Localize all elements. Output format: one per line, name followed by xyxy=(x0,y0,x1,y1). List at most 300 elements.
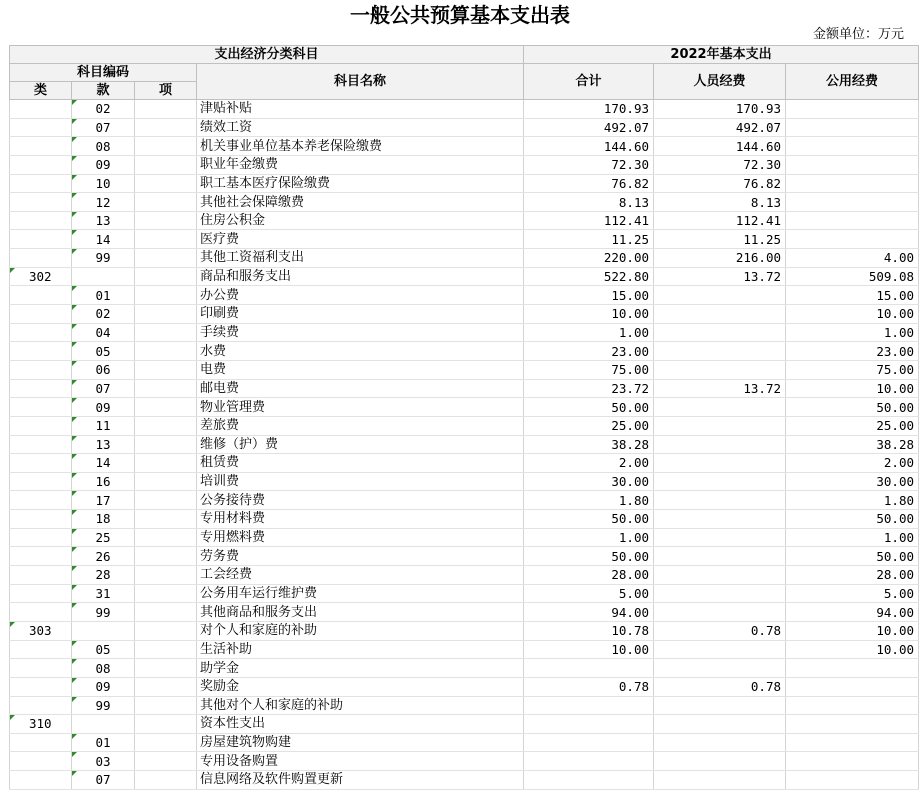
cell-subject-name-text: 信息网络及软件购置更新 xyxy=(200,772,344,788)
cell-public xyxy=(786,342,919,361)
cell-total-text: 94.00 xyxy=(611,604,650,620)
cell-xiang xyxy=(135,267,197,286)
cell-marker-icon xyxy=(72,547,77,552)
cell-kuan-text: 25 xyxy=(95,530,111,546)
table-row[interactable] xyxy=(10,659,919,678)
cell-total xyxy=(524,416,654,435)
cell-xiang xyxy=(135,174,197,193)
cell-xiang xyxy=(135,379,197,398)
cell-kuan xyxy=(72,752,135,771)
cell-personnel xyxy=(654,230,786,249)
table-row[interactable] xyxy=(10,621,919,640)
cell-subject-name-text: 其他社会保障缴费 xyxy=(200,194,305,210)
cell-lei xyxy=(10,547,72,566)
cell-kuan xyxy=(72,472,135,491)
cell-public xyxy=(786,528,919,547)
cell-public xyxy=(786,230,919,249)
cell-total xyxy=(524,528,654,547)
cell-kuan-text: 01 xyxy=(95,287,111,303)
cell-kuan xyxy=(72,733,135,752)
cell-lei xyxy=(10,696,72,715)
cell-subject-name-text: 公务接待费 xyxy=(200,492,266,508)
table-row[interactable] xyxy=(10,771,919,790)
cell-marker-icon xyxy=(10,715,15,720)
cell-total xyxy=(524,249,654,268)
cell-personnel xyxy=(654,733,786,752)
cell-subject-name xyxy=(197,342,524,361)
cell-personnel xyxy=(654,491,786,510)
table-row[interactable] xyxy=(10,379,919,398)
cell-personnel xyxy=(654,193,786,212)
cell-subject-name xyxy=(197,771,524,790)
cell-total xyxy=(524,305,654,324)
cell-total xyxy=(524,659,654,678)
cell-kuan xyxy=(72,398,135,417)
table-row[interactable] xyxy=(10,603,919,622)
cell-lei xyxy=(10,193,72,212)
cell-xiang xyxy=(135,547,197,566)
cell-subject-name xyxy=(197,584,524,603)
cell-public-text: 4.00 xyxy=(883,250,915,266)
cell-xiang xyxy=(135,360,197,379)
cell-kuan-text: 99 xyxy=(95,697,111,713)
cell-subject-name-text: 专用燃料费 xyxy=(200,530,266,546)
cell-lei xyxy=(10,174,72,193)
cell-total-text: 76.82 xyxy=(611,175,650,191)
table-row[interactable] xyxy=(10,472,919,491)
header-economic-classification: 支出经济分类科目 xyxy=(10,46,524,64)
cell-personnel xyxy=(654,566,786,585)
cell-subject-name xyxy=(197,155,524,174)
cell-kuan xyxy=(72,566,135,585)
table-row[interactable] xyxy=(10,435,919,454)
cell-lei-text: 302 xyxy=(29,269,52,285)
cell-subject-name-text: 邮电费 xyxy=(200,380,240,396)
cell-subject-name-text: 物业管理费 xyxy=(200,399,266,415)
cell-public xyxy=(786,193,919,212)
cell-kuan xyxy=(72,491,135,510)
cell-subject-name-text: 对个人和家庭的补助 xyxy=(200,623,318,639)
cell-subject-name xyxy=(197,435,524,454)
cell-lei xyxy=(10,267,72,286)
cell-total xyxy=(524,640,654,659)
cell-subject-name xyxy=(197,621,524,640)
cell-kuan-text: 08 xyxy=(95,138,111,154)
cell-personnel xyxy=(654,584,786,603)
cell-xiang xyxy=(135,435,197,454)
cell-personnel xyxy=(654,510,786,529)
cell-personnel xyxy=(654,696,786,715)
cell-marker-icon xyxy=(72,361,77,366)
cell-total-text: 1.80 xyxy=(618,492,650,508)
cell-lei xyxy=(10,715,72,734)
cell-kuan xyxy=(72,211,135,230)
table-row[interactable] xyxy=(10,286,919,305)
cell-kuan xyxy=(72,715,135,734)
cell-xiang xyxy=(135,640,197,659)
cell-personnel xyxy=(654,659,786,678)
table-row[interactable] xyxy=(10,342,919,361)
cell-public-text: 10.00 xyxy=(876,641,915,657)
cell-kuan-text: 16 xyxy=(95,474,111,490)
cell-kuan-text: 09 xyxy=(95,679,111,695)
table-row[interactable] xyxy=(10,677,919,696)
table-row[interactable] xyxy=(10,584,919,603)
cell-personnel xyxy=(654,398,786,417)
cell-kuan xyxy=(72,621,135,640)
cell-personnel xyxy=(654,305,786,324)
budget-table xyxy=(9,45,919,790)
cell-total xyxy=(524,547,654,566)
cell-lei xyxy=(10,491,72,510)
cell-total xyxy=(524,360,654,379)
table-row[interactable] xyxy=(10,733,919,752)
cell-personnel-text: 0.78 xyxy=(750,679,782,695)
cell-total-text: 1.00 xyxy=(618,325,650,340)
cell-marker-icon xyxy=(72,603,77,608)
cell-subject-name xyxy=(197,305,524,324)
cell-lei xyxy=(10,155,72,174)
cell-subject-name xyxy=(197,286,524,305)
cell-lei xyxy=(10,398,72,417)
cell-personnel-text: 8.13 xyxy=(750,194,782,210)
cell-public xyxy=(786,137,919,156)
cell-kuan xyxy=(72,696,135,715)
table-row[interactable] xyxy=(10,249,919,268)
cell-subject-name xyxy=(197,249,524,268)
cell-kuan-text: 03 xyxy=(95,753,111,769)
cell-xiang xyxy=(135,305,197,324)
cell-total xyxy=(524,230,654,249)
cell-subject-name-text: 职工基本医疗保险缴费 xyxy=(200,175,331,191)
cell-subject-name-text: 维修（护）费 xyxy=(200,436,279,452)
table-row[interactable] xyxy=(10,360,919,379)
cell-total-text: 25.00 xyxy=(611,418,650,434)
cell-marker-icon xyxy=(72,398,77,403)
cell-kuan xyxy=(72,771,135,790)
page-title: 一般公共预算基本支出表 xyxy=(350,3,570,27)
cell-lei xyxy=(10,137,72,156)
cell-public xyxy=(786,491,919,510)
table-row[interactable] xyxy=(10,155,919,174)
cell-total xyxy=(524,174,654,193)
cell-xiang xyxy=(135,510,197,529)
table-row[interactable] xyxy=(10,752,919,771)
cell-kuan xyxy=(72,547,135,566)
table-row[interactable] xyxy=(10,174,919,193)
cell-marker-icon xyxy=(72,678,77,683)
cell-kuan-text: 13 xyxy=(95,213,111,229)
cell-subject-name xyxy=(197,398,524,417)
cell-xiang xyxy=(135,155,197,174)
cell-personnel-text: 112.41 xyxy=(735,213,782,229)
cell-total xyxy=(524,435,654,454)
cell-kuan-text: 05 xyxy=(95,343,111,359)
cell-subject-name xyxy=(197,118,524,137)
cell-marker-icon xyxy=(72,417,77,422)
cell-kuan-text: 06 xyxy=(95,362,111,378)
cell-total-text: 2.00 xyxy=(618,455,650,471)
table-row[interactable] xyxy=(10,528,919,547)
cell-personnel-text: 11.25 xyxy=(743,231,782,247)
cell-marker-icon xyxy=(72,324,77,329)
cell-subject-name xyxy=(197,659,524,678)
cell-kuan-text: 17 xyxy=(95,492,111,508)
cell-personnel-text: 13.72 xyxy=(743,269,782,285)
table-row[interactable] xyxy=(10,193,919,212)
cell-subject-name-text: 其他对个人和家庭的补助 xyxy=(200,697,344,713)
cell-personnel xyxy=(654,472,786,491)
cell-subject-name-text: 手续费 xyxy=(200,325,240,340)
cell-kuan xyxy=(72,155,135,174)
cell-total xyxy=(524,193,654,212)
cell-total xyxy=(524,621,654,640)
cell-public xyxy=(786,379,919,398)
cell-personnel xyxy=(654,360,786,379)
cell-public xyxy=(786,360,919,379)
cell-public-text: 509.08 xyxy=(868,269,915,285)
cell-kuan xyxy=(72,510,135,529)
cell-marker-icon xyxy=(72,305,77,310)
table-row[interactable] xyxy=(10,491,919,510)
cell-lei xyxy=(10,342,72,361)
cell-subject-name xyxy=(197,323,524,342)
cell-marker-icon xyxy=(72,436,77,441)
table-row[interactable] xyxy=(10,510,919,529)
cell-lei xyxy=(10,286,72,305)
cell-total xyxy=(524,696,654,715)
cell-marker-icon xyxy=(72,641,77,646)
cell-kuan-text: 07 xyxy=(95,380,111,396)
cell-subject-name xyxy=(197,733,524,752)
table-row[interactable] xyxy=(10,715,919,734)
cell-subject-name-text: 租赁费 xyxy=(200,455,240,471)
cell-subject-name xyxy=(197,491,524,510)
cell-public xyxy=(786,621,919,640)
cell-subject-name-text: 住房公积金 xyxy=(200,213,266,229)
table-row[interactable] xyxy=(10,566,919,585)
cell-lei xyxy=(10,677,72,696)
cell-subject-name-text: 差旅费 xyxy=(200,418,240,434)
table-row[interactable] xyxy=(10,398,919,417)
table-row[interactable] xyxy=(10,696,919,715)
cell-kuan-text: 13 xyxy=(95,436,111,452)
cell-kuan-text: 14 xyxy=(95,455,111,471)
cell-total xyxy=(524,267,654,286)
cell-xiang xyxy=(135,323,197,342)
cell-kuan xyxy=(72,174,135,193)
cell-total-text: 30.00 xyxy=(611,474,650,490)
cell-subject-name xyxy=(197,416,524,435)
cell-personnel xyxy=(654,603,786,622)
cell-xiang xyxy=(135,603,197,622)
cell-public xyxy=(786,323,919,342)
table-row[interactable] xyxy=(10,305,919,324)
cell-xiang xyxy=(135,771,197,790)
cell-kuan xyxy=(72,379,135,398)
cell-xiang xyxy=(135,454,197,473)
cell-total xyxy=(524,472,654,491)
cell-lei xyxy=(10,528,72,547)
table-row[interactable] xyxy=(10,454,919,473)
cell-xiang xyxy=(135,100,197,119)
cell-public xyxy=(786,696,919,715)
cell-public xyxy=(786,454,919,473)
cell-kuan-text: 10 xyxy=(95,175,111,191)
cell-kuan-text: 05 xyxy=(95,641,111,657)
cell-total-text: 50.00 xyxy=(611,399,650,415)
cell-public xyxy=(786,472,919,491)
cell-total-text: 220.00 xyxy=(603,250,650,266)
cell-xiang xyxy=(135,566,197,585)
cell-marker-icon xyxy=(72,175,77,180)
table-row[interactable] xyxy=(10,323,919,342)
cell-total-text: 522.80 xyxy=(603,269,650,285)
cell-kuan xyxy=(72,360,135,379)
cell-public xyxy=(786,416,919,435)
cell-subject-name-text: 培训费 xyxy=(200,474,240,490)
cell-personnel xyxy=(654,211,786,230)
table-row[interactable] xyxy=(10,416,919,435)
cell-personnel xyxy=(654,435,786,454)
cell-marker-icon xyxy=(72,529,77,534)
cell-subject-name-text: 奖励金 xyxy=(200,679,240,695)
cell-xiang xyxy=(135,584,197,603)
cell-total-text: 492.07 xyxy=(603,119,650,135)
cell-marker-icon xyxy=(72,380,77,385)
cell-xiang xyxy=(135,230,197,249)
cell-public xyxy=(786,249,919,268)
cell-subject-name xyxy=(197,640,524,659)
cell-marker-icon xyxy=(72,156,77,161)
cell-total xyxy=(524,715,654,734)
cell-total xyxy=(524,491,654,510)
cell-subject-name xyxy=(197,528,524,547)
cell-total-text: 0.78 xyxy=(618,679,650,695)
cell-lei xyxy=(10,621,72,640)
cell-personnel-text: 13.72 xyxy=(743,380,782,396)
cell-public xyxy=(786,566,919,585)
cell-marker-icon xyxy=(72,752,77,757)
header-kuan: 款 xyxy=(72,82,135,100)
table-row[interactable] xyxy=(10,547,919,566)
cell-personnel-text: 170.93 xyxy=(735,101,782,117)
cell-subject-name xyxy=(197,547,524,566)
cell-public-text: 15.00 xyxy=(876,287,915,303)
cell-lei xyxy=(10,360,72,379)
cell-kuan-text: 01 xyxy=(95,735,111,751)
cell-subject-name xyxy=(197,752,524,771)
cell-total xyxy=(524,566,654,585)
cell-public-text: 23.00 xyxy=(876,343,915,359)
cell-kuan xyxy=(72,118,135,137)
cell-subject-name-text: 助学金 xyxy=(200,660,240,676)
cell-personnel-text: 144.60 xyxy=(735,138,782,154)
cell-total-text: 28.00 xyxy=(611,567,650,583)
cell-public-text: 10.00 xyxy=(876,380,915,396)
cell-public xyxy=(786,659,919,678)
header-personnel-expenses: 人员经费 xyxy=(654,64,786,100)
cell-subject-name-text: 专用设备购置 xyxy=(200,753,279,769)
cell-total-text: 170.93 xyxy=(603,101,650,117)
cell-subject-name xyxy=(197,715,524,734)
cell-subject-name xyxy=(197,137,524,156)
cell-lei xyxy=(10,249,72,268)
cell-total-text: 15.00 xyxy=(611,287,650,303)
cell-lei xyxy=(10,118,72,137)
cell-total-text: 10.00 xyxy=(611,306,650,322)
cell-lei xyxy=(10,323,72,342)
cell-total-text: 38.28 xyxy=(611,436,650,452)
cell-subject-name-text: 生活补助 xyxy=(200,641,253,657)
cell-kuan-text: 12 xyxy=(95,194,111,210)
cell-kuan-text: 02 xyxy=(95,101,111,117)
cell-public xyxy=(786,640,919,659)
cell-lei xyxy=(10,771,72,790)
cell-marker-icon xyxy=(72,734,77,739)
cell-subject-name-text: 办公费 xyxy=(200,287,240,303)
cell-kuan xyxy=(72,249,135,268)
cell-total xyxy=(524,342,654,361)
cell-subject-name xyxy=(197,454,524,473)
cell-subject-name-text: 专用材料费 xyxy=(200,511,266,527)
cell-subject-name-text: 印刷费 xyxy=(200,306,240,322)
table-row[interactable] xyxy=(10,100,919,119)
cell-marker-icon xyxy=(72,566,77,571)
cell-kuan xyxy=(72,528,135,547)
cell-public xyxy=(786,155,919,174)
cell-subject-name-text: 公务用车运行维护费 xyxy=(200,585,318,601)
cell-xiang xyxy=(135,696,197,715)
table-row[interactable] xyxy=(10,137,919,156)
cell-marker-icon xyxy=(72,491,77,496)
table-row[interactable] xyxy=(10,640,919,659)
cell-personnel-text: 76.82 xyxy=(743,175,782,191)
cell-subject-name-text: 医疗费 xyxy=(200,231,240,247)
cell-xiang xyxy=(135,677,197,696)
cell-marker-icon xyxy=(72,697,77,702)
cell-lei xyxy=(10,752,72,771)
cell-total xyxy=(524,118,654,137)
cell-marker-icon xyxy=(72,100,77,105)
cell-kuan xyxy=(72,305,135,324)
cell-public-text: 25.00 xyxy=(876,418,915,434)
table-row[interactable] xyxy=(10,211,919,230)
table-row[interactable] xyxy=(10,118,919,137)
cell-kuan-text: 09 xyxy=(95,399,111,415)
cell-kuan xyxy=(72,603,135,622)
cell-marker-icon xyxy=(72,585,77,590)
cell-xiang xyxy=(135,342,197,361)
cell-personnel-text: 0.78 xyxy=(750,623,782,639)
table-row[interactable] xyxy=(10,267,919,286)
header-subject-name: 科目名称 xyxy=(197,64,524,100)
cell-total xyxy=(524,100,654,119)
cell-kuan-text: 31 xyxy=(95,585,111,601)
cell-lei xyxy=(10,472,72,491)
cell-kuan-text: 11 xyxy=(95,418,111,434)
cell-personnel xyxy=(654,528,786,547)
cell-marker-icon xyxy=(72,473,77,478)
cell-lei xyxy=(10,566,72,585)
cell-total xyxy=(524,286,654,305)
cell-total xyxy=(524,379,654,398)
cell-total-text: 8.13 xyxy=(618,194,650,210)
cell-public-text: 75.00 xyxy=(876,362,915,378)
cell-subject-name xyxy=(197,360,524,379)
cell-public-text: 1.80 xyxy=(883,492,915,508)
table-row[interactable] xyxy=(10,230,919,249)
